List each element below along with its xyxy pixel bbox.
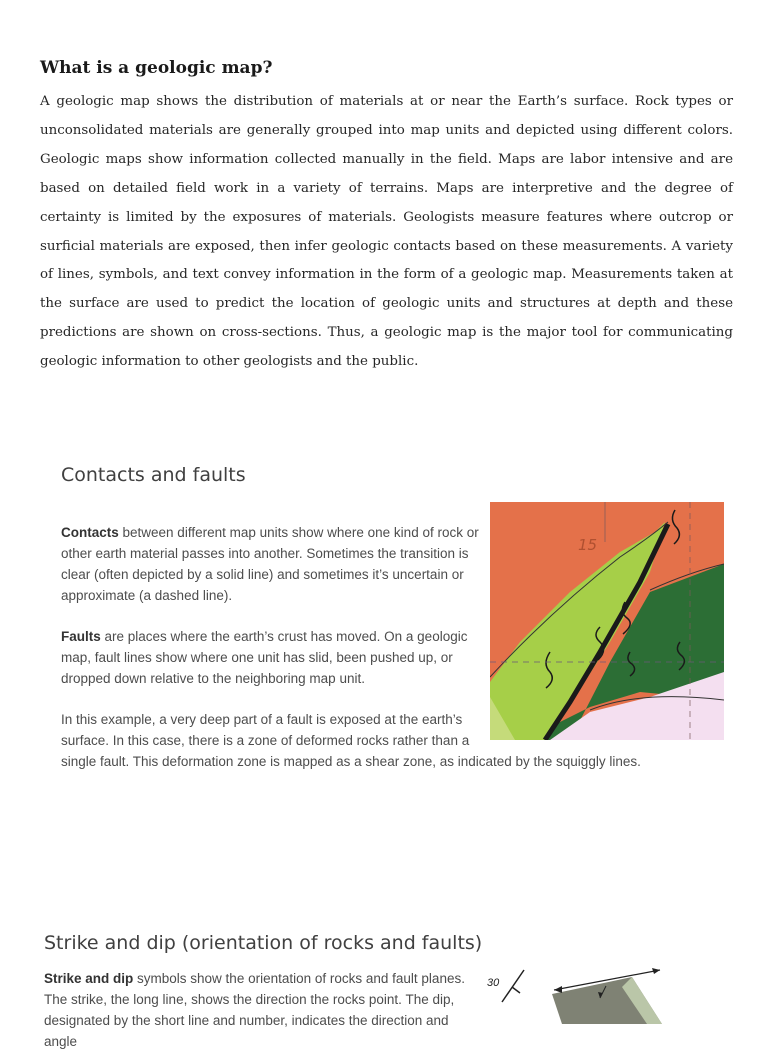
- diagram-strike-label: strike: [588, 971, 610, 984]
- shear-zone-text-start: In this example, a very deep part of a fault is exposed at the earth’s surface. In this case, there is a zone of deformed rocks rather than a: [61, 712, 470, 748]
- contacts-term: Contacts: [61, 525, 119, 540]
- strike-dip-term: Strike and dip: [44, 971, 134, 986]
- intro-paragraph: A geologic map shows the distribution of materials at or near the Earth’s surface. Rock types or unconsolidated materials are generally grouped into map units and depicted using different colors. Geologic maps show information collected manually in the field. Maps are labor intensive and are based on detailed field work in a variety of terrains. Maps are interpretive and the degree of certainty is limited by the exposures of materials. Geologists measure features where outcrop or surficial materials are exposed, then infer geologic contacts based on these measurements. A variety of lines, symbols, and text convey information in the form of a geologic map. Measurements taken at the surface are used to predict the location of geologic units and structures at depth and these predictions are shown on cross-sections. Thus, a geologic map is the major tool for communicating geologic information to other geologists and the public.: [40, 94, 733, 370]
- shear-zone-paragraph-end: [61, 751, 741, 772]
- shear-zone-paragraph: [61, 709, 473, 751]
- geologic-map-image: [490, 502, 724, 740]
- section-title-strike-dip: Strike and dip (orientation of rocks and faults): [44, 932, 483, 954]
- strike-dip-diagram: [482, 962, 672, 1024]
- strike-line: [502, 970, 524, 1002]
- page-title: What is a geologic map?: [40, 58, 273, 78]
- contacts-paragraph: [61, 522, 483, 606]
- section-title-contacts: Contacts and faults: [61, 464, 246, 486]
- strike-dip-paragraph: [44, 968, 484, 1052]
- faults-text: are places where the earth’s crust has moved. On a geologic map, fault lines show where one unit has slid, been pushed up, or dropped down relative to the neighboring map unit.: [61, 629, 468, 686]
- strike-dip-symbol-value: 30: [487, 977, 500, 989]
- map-number-label: 15: [578, 536, 598, 554]
- dip-tick: [512, 987, 520, 993]
- shear-zone-text-end: single fault. This deformation zone is mapped as a shear zone, as indicated by the squiggly lines.: [61, 754, 641, 769]
- contacts-text: between different map units show where one kind of rock or other earth material passes into another. Sometimes the transition is clear (often depicted by a solid line) and sometimes it’s uncertain or approximate (a dashed line).: [61, 525, 479, 603]
- faults-term: Faults: [61, 629, 101, 644]
- strike-dip-text: symbols show the orientation of rocks and fault planes. The strike, the long line, shows the direction the rocks point. The dip, designated by the short line and number, indicates the direction and angle: [44, 971, 465, 1049]
- faults-paragraph: [61, 626, 476, 689]
